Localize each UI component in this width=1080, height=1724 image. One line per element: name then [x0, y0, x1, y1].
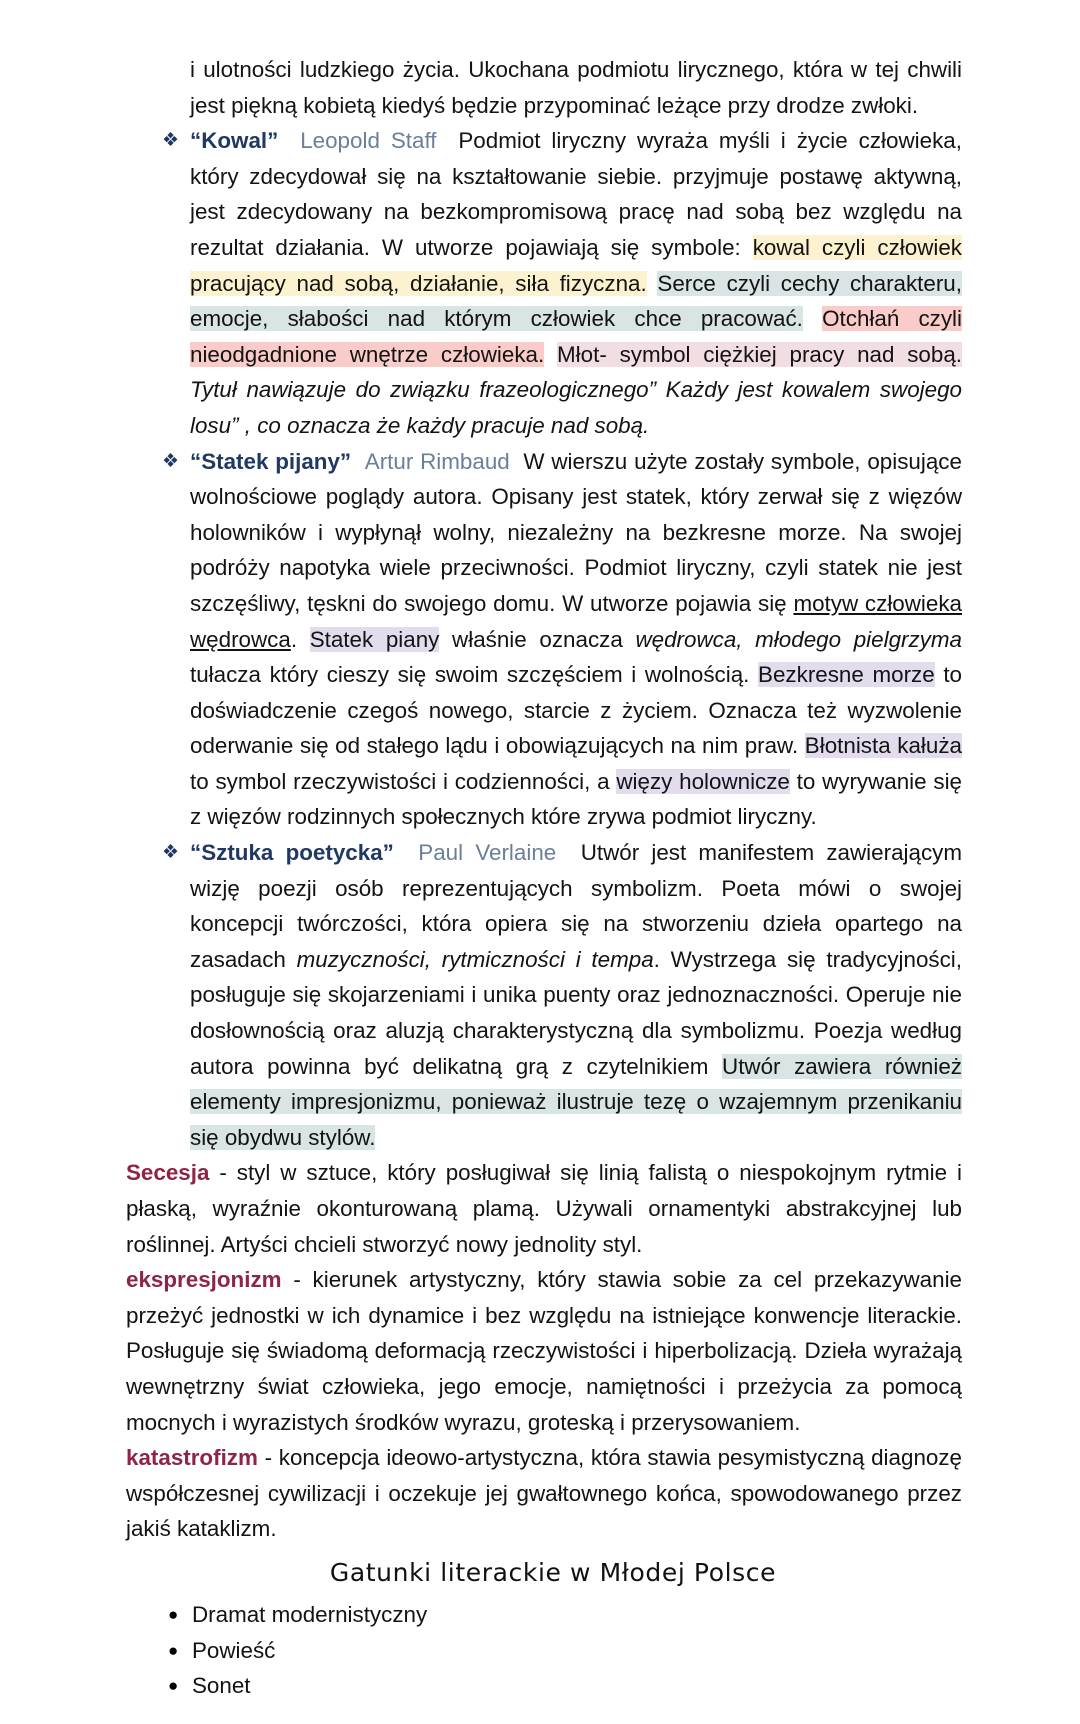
work-text-segment	[544, 342, 557, 367]
genre-label: Dramat modernistyczny	[192, 1601, 428, 1627]
work-text-segment: właśnie oznacza	[439, 626, 636, 652]
list-item	[126, 123, 962, 443]
genre-label: Sonet	[192, 1673, 251, 1699]
definition-body: - kierunek artystyczny, który stawia sobie za cel przekazywanie przeżyć jednostki w ich dynamice i bez względu na istniejące konwencje literackie. Posługuje się świadomą deformacją rzeczywistości i hiperbolizacją. Dzieła wyrażają wewnętrzny świat człowieka, jego emocje, namiętności i przeżycia za pomocą mocnych i wyrazistych środków wyrazu, groteską i przerysowaniem.	[126, 1267, 962, 1435]
definition-term: katastrofizm	[126, 1445, 258, 1471]
list-item	[126, 835, 962, 1155]
round-bullet-icon: ●	[168, 1604, 179, 1624]
highlight-yellow: kowal czyli człowiek pracujący nad sobą, działanie, siła fizyczna.	[190, 234, 962, 296]
diamond-bullet-icon: ❖	[162, 130, 180, 152]
list-item	[126, 1597, 962, 1633]
work-text-segment: .	[290, 626, 310, 652]
work-author: Leopold Staff	[300, 128, 437, 154]
work-author: Paul Verlaine	[418, 840, 557, 866]
work-text-segment: tułacza który cieszy się swoim szczęściem i wolnością.	[190, 662, 759, 688]
highlight-teal: Serce czyli cechy charakteru, emocje, słabości nad którym człowiek chce pracować.	[190, 270, 962, 332]
highlight-teal: Utwór zawiera również elementy impresjonizmu, ponieważ ilustruje tezę o wzajemnym przenikaniu się obydwu stylów.	[190, 1053, 962, 1150]
list-item	[126, 444, 962, 836]
highlight-mauve: Młot- symbol ciężkiej pracy nad sobą.	[557, 341, 962, 367]
italic-note: wędrowca, młodego pielgrzyma	[635, 626, 962, 652]
definition-ekspresjonizm	[126, 1262, 962, 1440]
highlight-lavender: Błotnista kałuża	[804, 733, 962, 759]
work-text-segment	[803, 306, 822, 331]
italic-note: muzyczności, rytmiczności i tempa	[296, 946, 654, 972]
works-list	[126, 123, 962, 1155]
highlight-lavender: Statek piany	[309, 626, 440, 652]
definition-secesja	[126, 1155, 962, 1262]
round-bullet-icon: ●	[168, 1676, 179, 1696]
work-text-segment: to wyrywanie się z więzów rodzinnych społecznych które zrywa podmiot liryczny.	[190, 768, 962, 830]
work-title: “Statek pijany”	[190, 448, 352, 474]
list-item	[126, 1668, 962, 1704]
definition-body: - styl w sztuce, który posługiwał się linią falistą o niespokojnym rytmie i płaską, wyraźnie okonturowaną plamą. Używali ornamentyki abstrakcyjnej lub roślinnej. Artyści chcieli stworzyć nowy jednolity styl.	[126, 1160, 962, 1257]
underlined-phrase: motyw człowieka wędrowca	[190, 590, 962, 652]
genre-label: Powieść	[192, 1637, 276, 1663]
work-text-segment: to doświadczenie czegoś nowego, starcie z życiem. Oznacza też wyzwolenie oderwanie się od stałego lądu i obowiązujących na nim praw.	[190, 662, 962, 759]
highlight-red: Otchłań czyli nieodgadnione wnętrze człowieka.	[190, 306, 962, 367]
work-title: “Sztuka poetycka”	[190, 840, 394, 866]
highlight-lavender: Bezkresne morze	[758, 662, 935, 688]
round-bullet-icon: ●	[168, 1640, 179, 1660]
work-author: Artur Rimbaud	[364, 448, 510, 474]
genres-heading: Gatunki literackie w Młodej Polsce	[329, 1557, 777, 1587]
definition-body: - koncepcja ideowo-artystyczna, która stawia pesymistyczną diagnozę współczesnej cywilizacji i oczekuje jej gwałtownego końca, spowodowanego przez jakiś kataklizm.	[126, 1445, 962, 1542]
work-text-segment: to symbol rzeczywistości i codzienności, a	[190, 768, 617, 794]
work-text-segment: . Wystrzega się tradycyjności, posługuje się skojarzeniami i unika puenty oraz jednoznaczności. Operuje nie dosłownością oraz aluzją charakterystyczną dla symbolizmu. Poezja według autora powinna być delikatną grą z czytelnikiem	[190, 946, 963, 1079]
definition-term: Secesja	[126, 1160, 210, 1186]
genres-list	[126, 1597, 962, 1704]
list-item	[126, 1633, 962, 1669]
diamond-bullet-icon: ❖	[162, 842, 180, 864]
definition-term: ekspresjonizm	[126, 1267, 282, 1293]
highlight-lavender: więzy holownicze	[616, 768, 790, 794]
definition-katastrofizm	[126, 1440, 962, 1547]
work-text-segment: W wierszu użyte zostały symbole, opisujące wolnościowe poglądy autora. Opisany jest statek, który zerwał się z więzów holowników i wypłynął wolny, niezależny na bezkresne morze. Na swojej podróży napotyka wiele przeciwności. Podmiot liryczny, czyli statek nie jest szczęśliwy, tęskni do swojego domu. W utworze pojawia się	[190, 448, 962, 616]
italic-note: Tytuł nawiązuje do związku frazeologicznego” Każdy jest kowalem swojego losu” , co oznacza że każdy pracuje nad sobą.	[190, 377, 962, 438]
work-title: “Kowal”	[190, 128, 279, 154]
intro-paragraph: i ulotności ludzkiego życia. Ukochana podmiotu lirycznego, która w tej chwili jest piękną kobietą kiedyś będzie przypominać leżące przy drodze zwłoki.	[190, 57, 962, 118]
work-text-segment: Utwór jest manifestem zawierającym wizję poezji osób reprezentujących symbolizm. Poeta mówi o swojej koncepcji twórczości, która opiera się na stworzeniu dzieła opartego na zasadach	[190, 840, 962, 972]
diamond-bullet-icon: ❖	[162, 450, 180, 472]
work-text-segment	[647, 271, 658, 296]
work-text-segment: Podmiot liryczny wyraża myśli i życie człowieka, który zdecydował się na kształtowanie siebie. przyjmuje postawę aktywną, jest zdecydowany na bezkompromisową pracę nad sobą bez względu na rezultat działania. W utworze pojawiają się symbole:	[190, 128, 962, 260]
